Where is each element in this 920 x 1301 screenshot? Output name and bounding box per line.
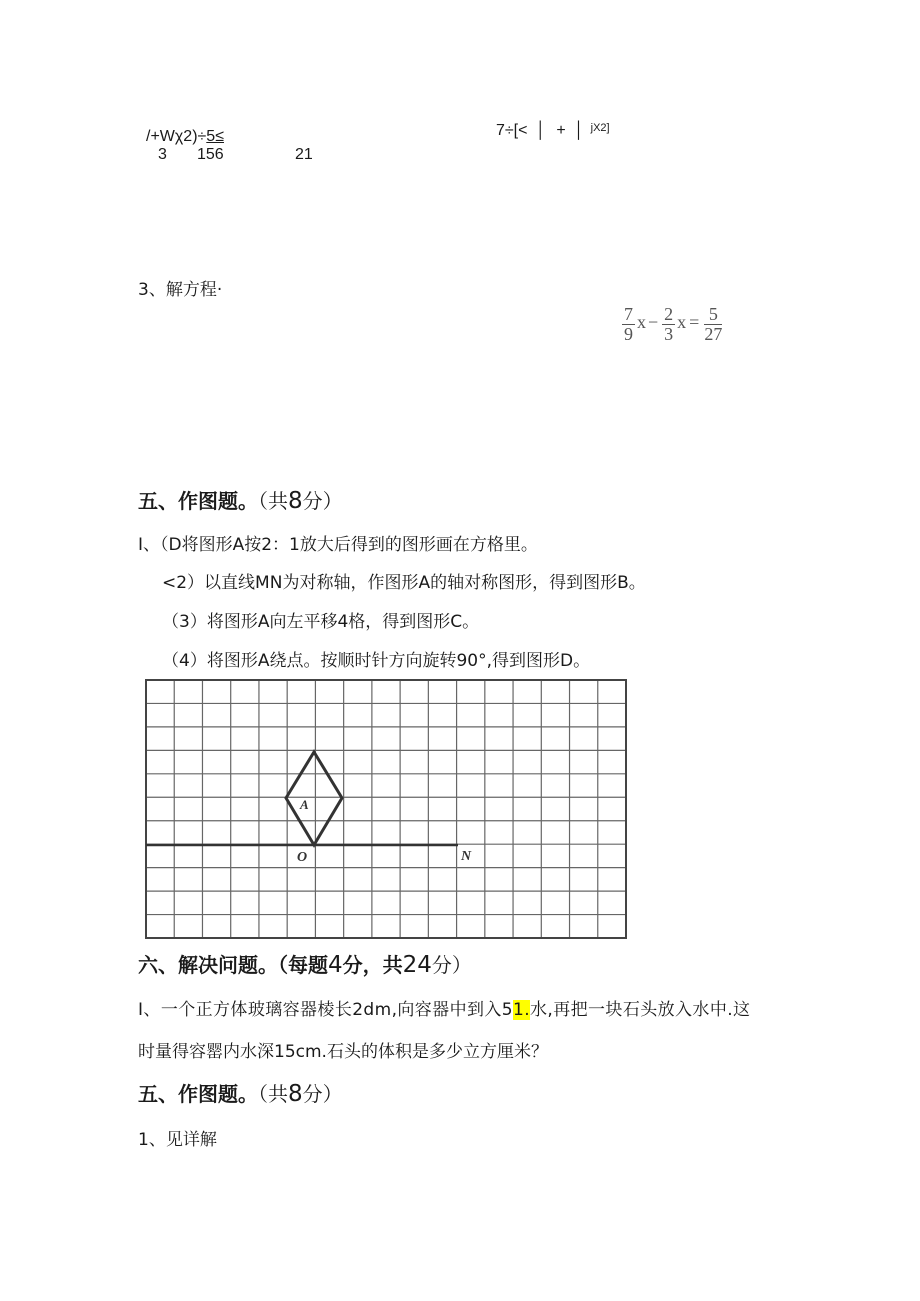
calc-expression-2-bar-1: │ [535, 122, 546, 139]
drawing-heading-paren-open: （共 [258, 489, 288, 513]
shape-a-rhombus [286, 752, 342, 845]
problem-1-line-1 [138, 995, 750, 1020]
calc-expression-1 [146, 128, 224, 146]
problem-heading-each: 4 [328, 952, 343, 978]
answer-heading-points: 8 [288, 1081, 303, 1107]
equation-minus: − [648, 312, 659, 333]
grid-border [146, 680, 626, 938]
answer-heading-paren-close: 分） [302, 1082, 343, 1106]
grid-lines [146, 680, 626, 938]
calc-expression-2-sup: jX2] [590, 122, 610, 134]
problem-heading-text: 六、解决问题。 [138, 953, 278, 977]
calc-expression-2-main: 7÷[< [496, 122, 528, 139]
calc-expression-1-top-fraction: 5≤ [206, 128, 224, 145]
label-n: N [461, 849, 472, 864]
drawing-item-3: （3）将图形A向左平移4格，得到图形C。 [162, 612, 480, 632]
problem-1-line-2: 时量得容罂内水深15cm.石头的体积是多少立方厘米？ [138, 1042, 548, 1062]
problem-section-heading [138, 949, 472, 978]
equation-equals: = [689, 312, 700, 333]
fraction-2-3: $\frac{2}{3}$ [664, 304, 674, 344]
label-o: O [297, 850, 308, 865]
answer-heading-paren-open: （共 [258, 1082, 288, 1106]
problem-heading-mid: 分，共 [342, 953, 403, 977]
calc-expression-2-bar-2: │ [574, 122, 585, 139]
calc-expression-2-plus: + [556, 122, 566, 139]
fraction-7-9: $\frac{7}{9}$ [624, 304, 633, 344]
fraction-5-27: $\frac{5}{27}$ [704, 304, 723, 344]
calc-expression-1-bottom-right: 21 [295, 146, 313, 163]
problem-heading-paren-open: （每题 [278, 953, 328, 977]
calc-expression-1-bottom-mid: 156 [197, 146, 224, 163]
problem-heading-paren-close: 分） [431, 953, 472, 977]
problem-1-line-1-start: I、一个正方体玻璃容器棱长2dm,向容器中到入5 [138, 1000, 513, 1020]
answer-1: 1、见详解 [138, 1130, 217, 1150]
calc-expression-1-top: /+Wχ2)÷ [146, 128, 207, 145]
calc-expression-2 [496, 122, 610, 140]
label-a: A [300, 797, 309, 812]
drawing-section-heading [138, 485, 343, 514]
drawing-item-1: I、（D将图形A按2：1放大后得到的图形画在方格里。 [138, 535, 538, 555]
equation-var-2: x [677, 312, 687, 333]
drawing-item-2: <2）以直线MN为对称轴，作图形A的轴对称图形，得到图形B。 [162, 573, 646, 593]
drawing-heading-points: 8 [288, 488, 303, 514]
calc-expression-1-bottom-left: 3 [158, 146, 167, 163]
equation-section-label: 3、解方程· [138, 280, 223, 300]
equation [620, 305, 724, 344]
drawing-heading-text: 五、作图题。 [138, 489, 258, 513]
problem-heading-total: 24 [402, 952, 432, 978]
grid-figure [143, 677, 633, 942]
drawing-item-4: （4）将图形A绕点。按顺时针方向旋转90°,得到图形D。 [162, 651, 591, 671]
equation-var-1: x [637, 312, 646, 333]
problem-1-line-1-end: 水,再把一块石头放入水中.这 [530, 1000, 751, 1020]
highlighted-text: 1. [513, 1000, 531, 1020]
answer-heading-text: 五、作图题。 [138, 1082, 258, 1106]
answer-section-heading [138, 1078, 343, 1107]
drawing-heading-paren-close: 分） [302, 489, 343, 513]
